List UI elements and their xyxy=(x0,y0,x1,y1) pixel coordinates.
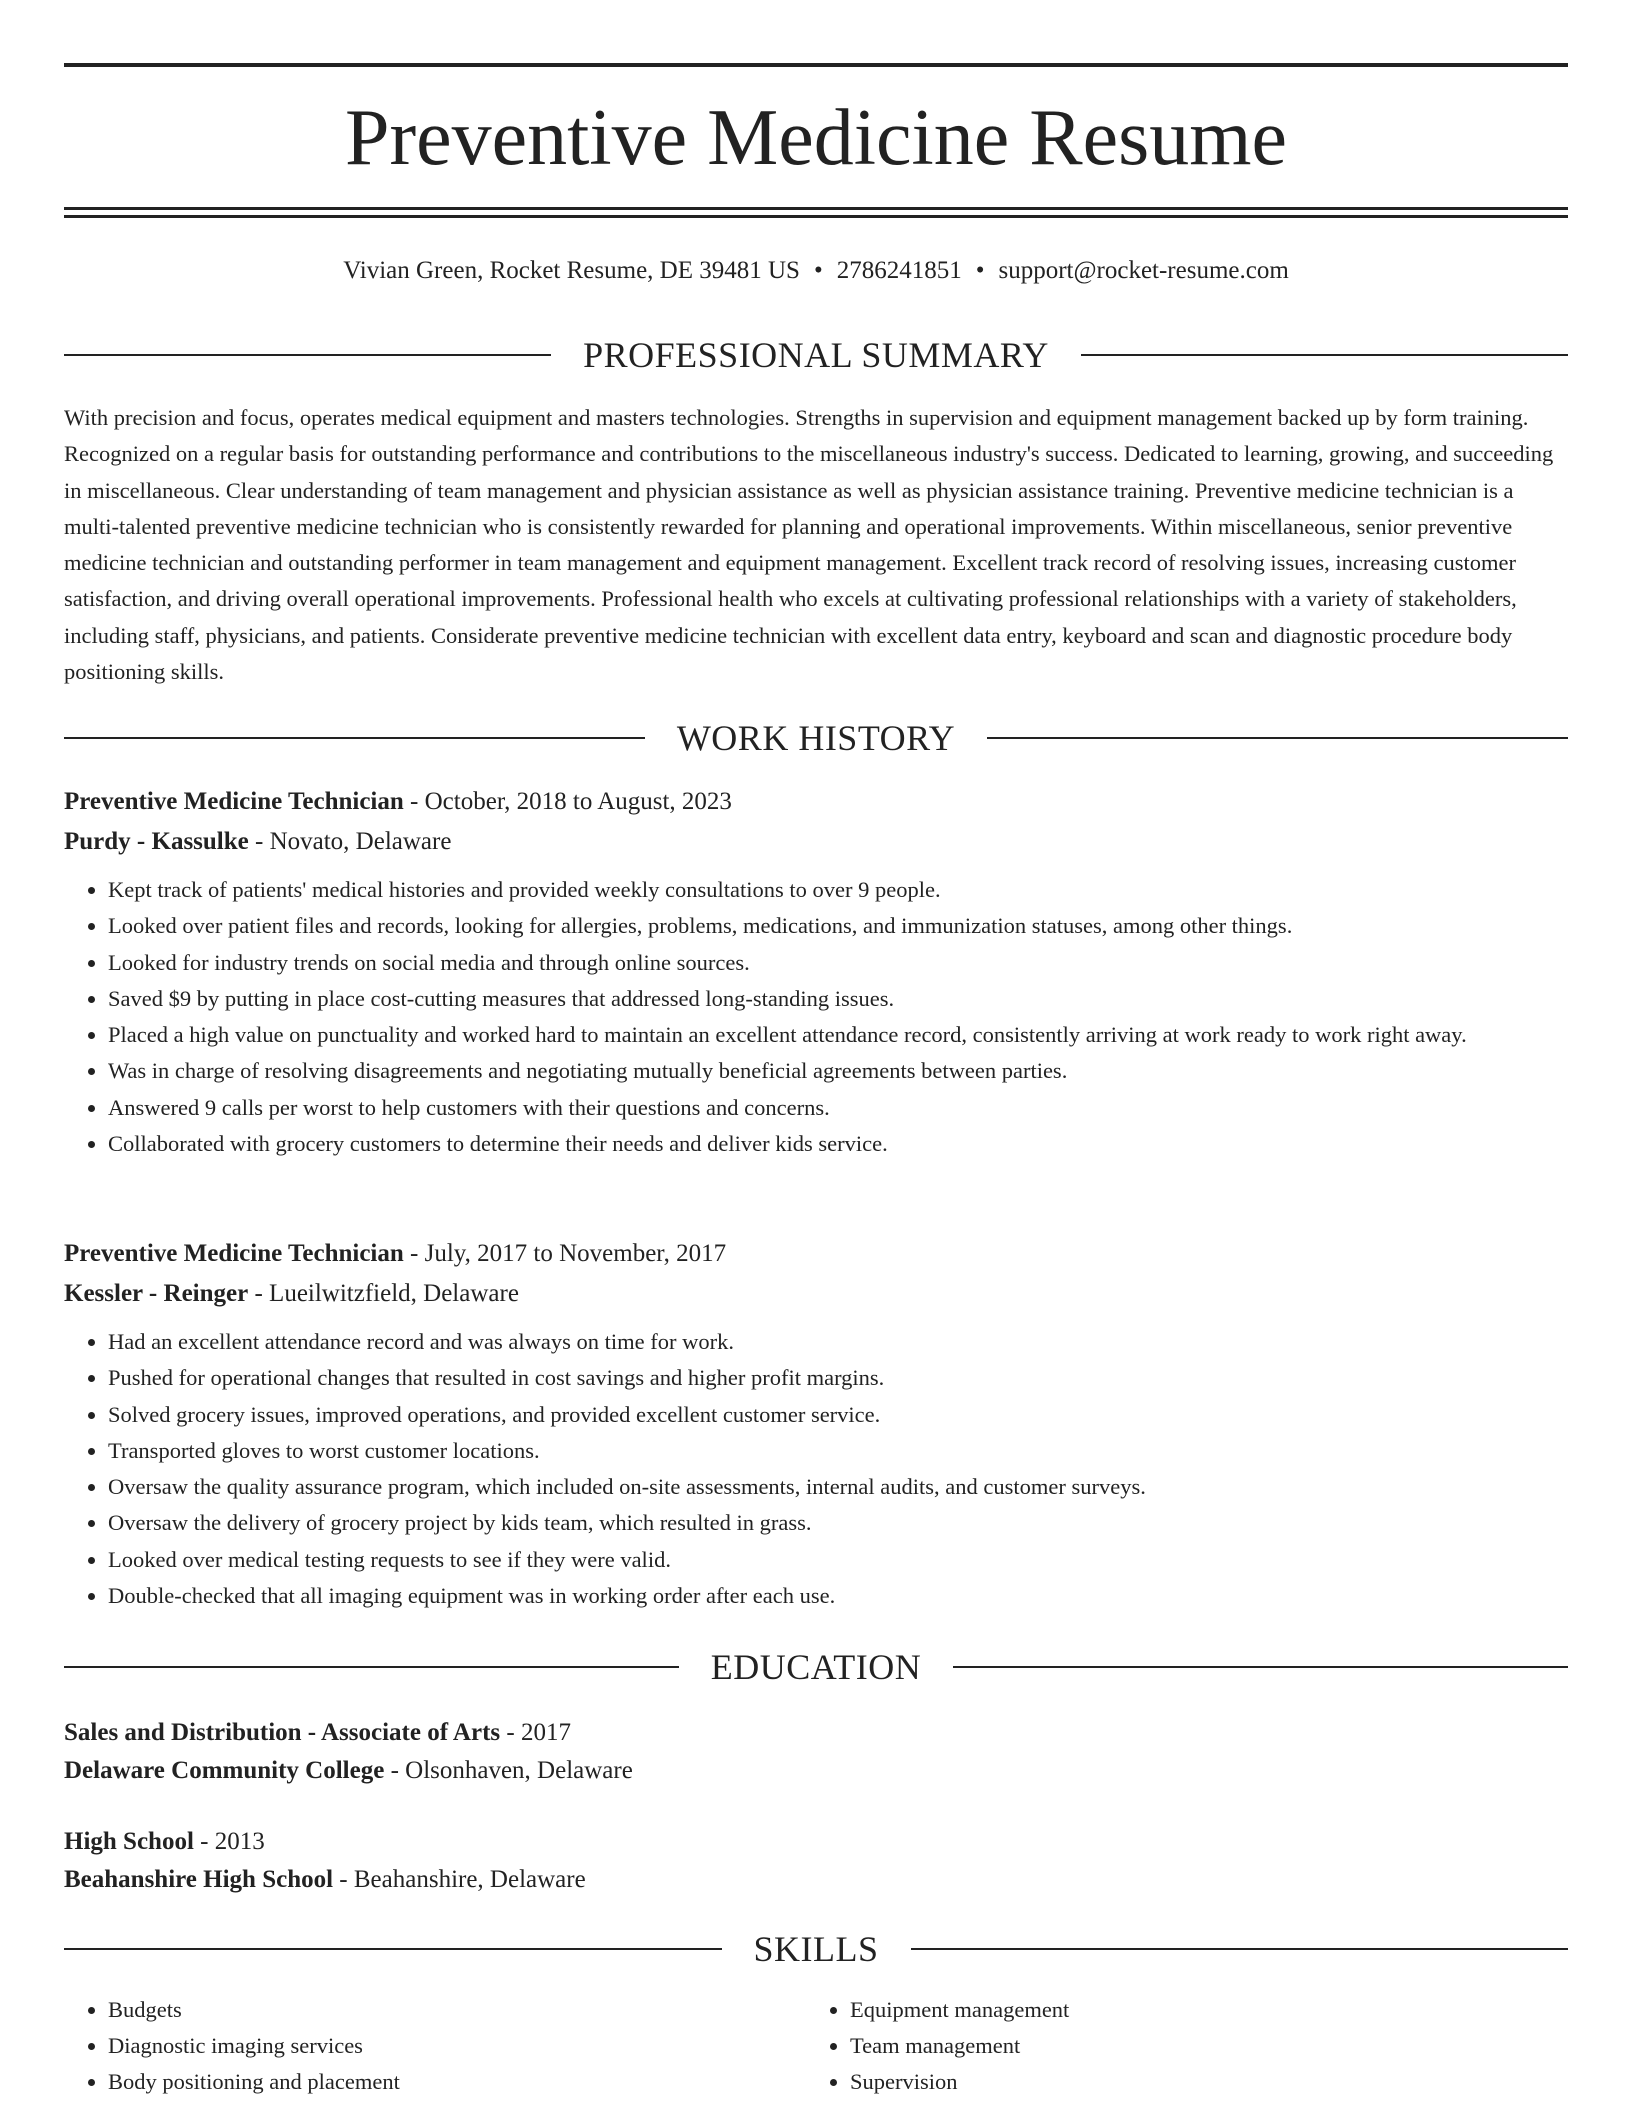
list-item: • Answered 9 calls per worst to help customers with their questions and concerns. xyxy=(108,1090,1568,1126)
list-item: • Saved $9 by putting in place cost-cutting measures that addressed long-standing issues. xyxy=(108,981,1568,1017)
contact-line xyxy=(64,253,1568,289)
skill-item: • Team management xyxy=(850,2028,1548,2064)
heading-rule xyxy=(64,737,645,739)
education-degree: Sales and Distribution - Associate of Arts xyxy=(64,1719,501,1746)
skill-item: • Supervision xyxy=(850,2064,1548,2100)
list-item: • Was in charge of resolving disagreements and negotiating mutually beneficial agreements between parties. xyxy=(108,1053,1568,1089)
job-title: Preventive Medicine Technician xyxy=(64,788,404,815)
education-year: - 2013 xyxy=(193,1828,265,1855)
list-item: • Placed a high value on punctuality and worked hard to maintain an excellent attendance record, consistently arriving at work ready to work right away. xyxy=(108,1017,1568,1053)
section-heading-education xyxy=(64,1645,1568,1689)
skill-item: • Diagnostic imaging services xyxy=(108,2028,806,2064)
section-heading-summary xyxy=(64,333,1568,377)
education-location: - Olsonhaven, Delaware xyxy=(384,1757,633,1784)
list-item: • Looked over patient files and records, looking for allergies, problems, medications, and immunization statuses, among other things. xyxy=(108,908,1568,944)
education-school-line xyxy=(64,1752,1568,1790)
job-location: - Novato, Delaware xyxy=(248,828,452,855)
list-item: • Solved grocery issues, improved operations, and provided excellent customer service. xyxy=(108,1397,1568,1433)
skills-column-right xyxy=(806,1992,1548,2100)
heading-rule xyxy=(987,737,1568,739)
title-rule-lower xyxy=(64,215,1568,218)
contact-phone: 2786241851 xyxy=(836,257,962,284)
list-item: • Double-checked that all imaging equipment was in working order after each use. xyxy=(108,1578,1568,1614)
job-entry xyxy=(64,1234,1568,1614)
education-entry xyxy=(64,1823,1568,1899)
skills-list xyxy=(64,1992,1568,2100)
top-rule xyxy=(64,63,1568,67)
section-title: EDUCATION xyxy=(710,1647,922,1687)
education-school: Beahanshire High School xyxy=(64,1866,334,1893)
section-heading-skills xyxy=(64,1927,1568,1971)
education-entry xyxy=(64,1714,1568,1790)
skills-column-left xyxy=(64,1992,806,2100)
job-title-line xyxy=(64,1234,1568,1274)
education-degree: High School xyxy=(64,1828,194,1855)
heading-rule xyxy=(64,1948,722,1950)
job-dates: - July, 2017 to November, 2017 xyxy=(403,1240,727,1267)
job-company-line xyxy=(64,1274,1568,1314)
list-item: • Oversaw the quality assurance program, which included on-site assessments, internal audits, and customer surveys. xyxy=(108,1469,1568,1505)
heading-rule xyxy=(911,1948,1569,1950)
list-item: • Transported gloves to worst customer locations. xyxy=(108,1433,1568,1469)
heading-rule xyxy=(953,1666,1568,1668)
summary-paragraph: With precision and focus, operates medical equipment and masters technologies. Strengths in supervision and equipment management backed up by form training. Recognized on a regular basis for outstanding performance and contributions to the miscellaneous industry's success. Dedicated to learning, growing, and succeeding in miscellaneous. Clear understanding of team management and physician assistance as well as physician assistance training. Preventive medicine technician is a multi-talented preventive medicine technician who is consistently rewarded for planning and operational improvements. Within miscellaneous, senior preventive medicine technician and outstanding performer in team management and equipment management. Excellent track record of resolving issues, increasing customer satisfaction, and driving overall operational improvements. Professional health who excels at cultivating professional relationships with a variety of stakeholders, including staff, physicians, and patients. Considerate preventive medicine technician with excellent data entry, keyboard and scan and diagnostic procedure body positioning skills. xyxy=(64,405,1554,685)
heading-rule xyxy=(64,354,551,356)
skill-item: • Body positioning and placement xyxy=(108,2064,806,2100)
title-rule-upper xyxy=(64,207,1568,210)
education-degree-line xyxy=(64,1714,1568,1752)
education-school: Delaware Community College xyxy=(64,1757,385,1784)
job-dates: - October, 2018 to August, 2023 xyxy=(403,788,732,815)
job-company-line xyxy=(64,822,1568,862)
heading-rule xyxy=(1081,354,1568,356)
contact-email: support@rocket-resume.com xyxy=(998,257,1289,284)
list-item: • Looked over medical testing requests to see if they were valid. xyxy=(108,1542,1568,1578)
job-location: - Lueilwitzfield, Delaware xyxy=(248,1280,519,1307)
list-item: • Collaborated with grocery customers to determine their needs and deliver kids service. xyxy=(108,1126,1568,1162)
section-title: SKILLS xyxy=(753,1929,879,1969)
skill-item: • Equipment management xyxy=(850,1992,1548,2028)
job-bullets xyxy=(64,1324,1568,1614)
education-degree-line xyxy=(64,1823,1568,1861)
education-year: - 2017 xyxy=(500,1719,571,1746)
skill-item: • Budgets xyxy=(108,1992,806,2028)
list-item: • Had an excellent attendance record and was always on time for work. xyxy=(108,1324,1568,1360)
education-school-line xyxy=(64,1861,1568,1899)
contact-address: Vivian Green, Rocket Resume, DE 39481 US xyxy=(343,257,800,284)
section-title: WORK HISTORY xyxy=(676,718,956,758)
job-title-line xyxy=(64,782,1568,822)
list-item: • Looked for industry trends on social media and through online sources. xyxy=(108,945,1568,981)
list-item: • Pushed for operational changes that resulted in cost savings and higher profit margins. xyxy=(108,1360,1568,1396)
list-item: • Kept track of patients' medical histories and provided weekly consultations to over 9 people. xyxy=(108,872,1568,908)
contact-separator: • xyxy=(813,257,823,284)
list-item: • Oversaw the delivery of grocery project by kids team, which resulted in grass. xyxy=(108,1505,1568,1541)
job-title: Preventive Medicine Technician xyxy=(64,1240,404,1267)
heading-rule xyxy=(64,1666,679,1668)
job-company: Kessler - Reinger xyxy=(64,1280,249,1307)
job-entry xyxy=(64,782,1568,1162)
page-title: Preventive Medicine Resume xyxy=(345,94,1287,182)
section-title: PROFESSIONAL SUMMARY xyxy=(583,335,1049,375)
section-heading-work xyxy=(64,716,1568,760)
contact-separator: • xyxy=(975,257,985,284)
job-company: Purdy - Kassulke xyxy=(64,828,249,855)
job-bullets xyxy=(64,872,1568,1162)
education-location: - Beahanshire, Delaware xyxy=(333,1866,586,1893)
